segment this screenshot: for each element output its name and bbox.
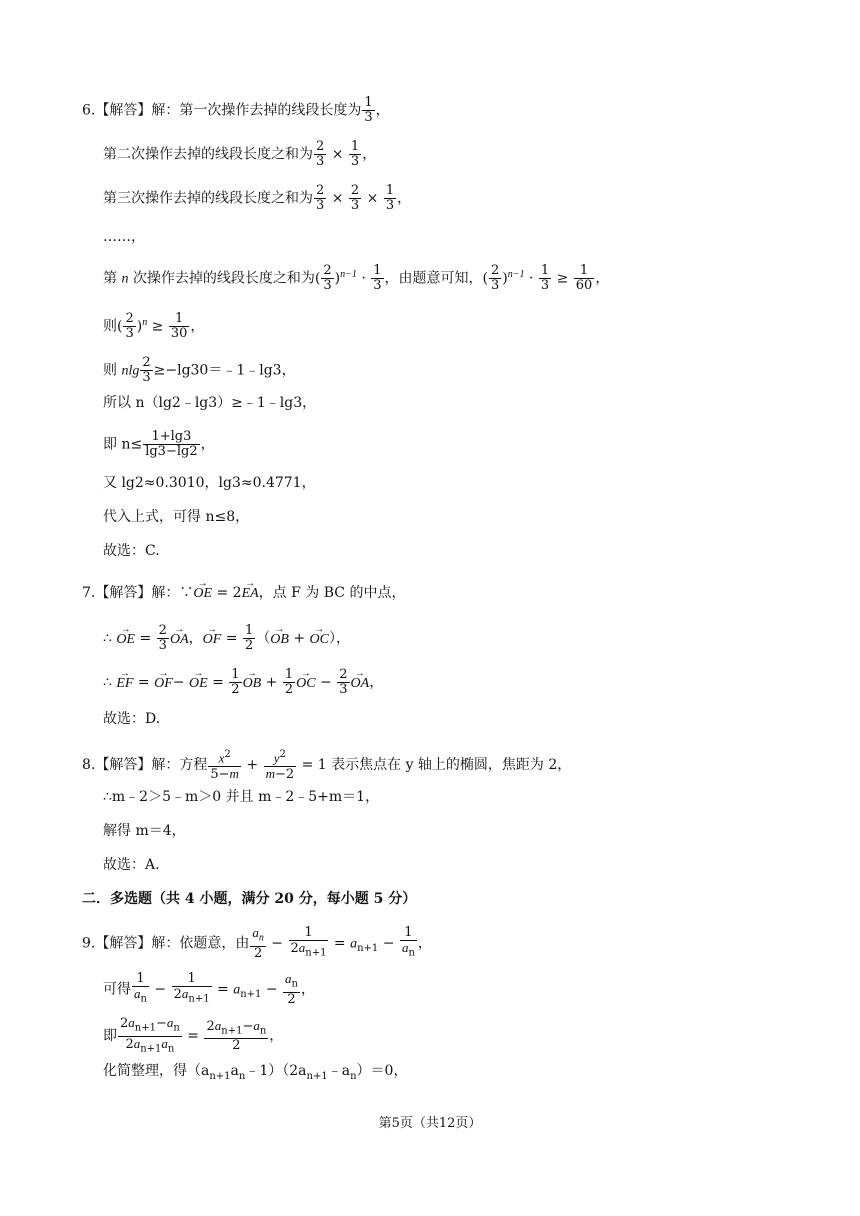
fraction: $\frac{1}{a_n}$ (134, 971, 147, 1005)
q6-line-3: 第三次操作去掉的线段长度之和为 $\frac{2}{3}$ × $\frac{2}{3}$ × $\frac{1}{3}$ ， (103, 183, 412, 213)
fraction: $\frac{1}{2}$ (244, 623, 254, 653)
fraction: $\frac{2a_{n+1}-a_n}{2}$ (206, 1017, 267, 1054)
q6-line-5: 第 n 次操作去掉的线段长度之和为( $\frac{2}{3}$ )$^{n-1}$ · $\frac{1}{3}$ ，由题意可知，( $\frac{2}{3}$ )$^{n-1}$ · $\frac{1}{3}$ ≥ $\frac{1}{60}$ ， (103, 263, 610, 294)
q9-text: 即 (103, 1028, 117, 1045)
fraction: $\frac{2a_{n+1}-a_n}{2a_{n+1}a_n}$ (120, 1015, 180, 1055)
fraction: $\frac{a_n}{2}$ (285, 971, 298, 1007)
q7-line-4: 故选：D. (103, 711, 161, 727)
q9-line-4: 化简整理，得$(a_{n+1}a_n﹣1)(2a_{n+1}﹣a_n)=0$， (103, 1063, 408, 1082)
q7-text: 7.【解答】解：∵ (82, 585, 194, 601)
q6-line-2: 第二次操作去掉的线段长度之和为 $\frac{2}{3}$ × $\frac{1}{3}$ ， (103, 139, 377, 169)
fraction: $\frac{1}{2a_{n+1}}$ (290, 925, 327, 959)
fraction: $\frac{1}{3}$ (364, 95, 373, 125)
q9-text: a (230, 1063, 239, 1079)
fraction: $\frac{2}{3}$ (323, 263, 332, 294)
q6-line-9: 即 n≤ $\frac{1+\lg 3}{\lg 3-\lg 2}$ ， (103, 429, 215, 459)
fraction: $\frac{x^2}{5-m}$ (210, 749, 239, 783)
fraction: $\frac{2}{3}$ (350, 183, 360, 213)
q9-line-3: 即 $\frac{2a_{n+1}-a_n}{2a_{n+1}a_n}$ = $\frac{2a_{n+1}-a_n}{2}$ ， (103, 1015, 284, 1055)
fraction: $\frac{1}{30}$ (170, 311, 188, 342)
fraction: $\frac{1}{a_n}$ (401, 925, 415, 959)
fraction: $\frac{1}{3}$ (540, 263, 550, 294)
q9-text: 可得 (103, 981, 131, 998)
q9-text: 9.【解答】解：依题意，由 (82, 935, 250, 952)
q9-text: ﹣a (327, 1063, 351, 1079)
q6-line-8: 所以 n（lg2﹣lg3）≥﹣1﹣lg3， (103, 395, 317, 411)
q8-text: 8.【解答】解：方程 (82, 757, 208, 774)
q7-line-2: ∴ → OE = $\frac{2}{3}$ → OA，→ OF = $\frac{1}{2}$ （→ OB + → OC）， (103, 624, 350, 653)
q9-text: 化简整理，得（a (103, 1063, 210, 1079)
q6-line-11: 代入上式，可得 n≤8， (103, 509, 250, 525)
q6-text: ≥−lg30＝﹣1﹣lg3， (153, 362, 296, 379)
q6-text: ，由题意可知， (384, 270, 483, 287)
q6-text: 第二次操作去掉的线段长度之和为 (103, 146, 313, 163)
q8-line-2: ∴m﹣2＞5﹣m＞0 并且 m﹣2﹣5+m＝1， (103, 789, 380, 805)
fraction: $\frac{1}{60}$ (575, 263, 593, 294)
q9-text: ﹣1）（2a (245, 1063, 307, 1079)
q8-line-1: 8.【解答】解：方程 $\frac{x^2}{5-m}$ + $\frac{y^2}{m-2}$ = 1 表示焦点在 y 轴上的椭圆，焦距为 2， (82, 749, 572, 783)
q9-text: ）＝0， (356, 1063, 408, 1079)
q6-line-12: 故选：C. (103, 543, 160, 559)
q8-line-3: 解得 m＝4， (103, 823, 186, 839)
fraction: $\frac{2}{3}$ (158, 623, 167, 653)
q6-line-4: ……， (103, 229, 145, 245)
var-n: n (121, 271, 129, 287)
fraction: $\frac{1+\lg 3}{\lg 3-\lg 2}$ (145, 429, 198, 459)
q6-line-10: 又 lg2≈0.3010，lg3≈0.4771， (103, 475, 316, 491)
page-number: 第5页（共12页） (378, 1116, 482, 1131)
fraction: $\frac{2}{3}$ (125, 311, 134, 342)
fraction: $\frac{2}{3}$ (490, 263, 500, 294)
q6-text: 第 (103, 270, 117, 287)
q9-line-2: 可得 $\frac{1}{a_n}$ − $\frac{1}{2a_{n+1}}$ = $a_{n+1}$ − $\frac{a_n}{2}$ ， (103, 971, 315, 1007)
fraction: $\frac{2}{3}$ (339, 667, 348, 697)
q7-line-3: ∴ → EF = → OF− → OE = $\frac{1}{2}$ → OB + $\frac{1}{2}$ → OC − $\frac{2}{3}$ → OA， (103, 668, 383, 697)
fraction: $\frac{1}{3}$ (350, 139, 360, 169)
q6-line-7: 则 nlg $\frac{2}{3}$ ≥−lg30＝﹣1﹣lg3， (103, 355, 296, 385)
fraction: $\frac{a_n}{2}$ (252, 925, 264, 961)
fraction: $\frac{2}{3}$ (316, 139, 325, 169)
q6-text: 次操作去掉的线段长度之和为 (132, 270, 315, 287)
q6-text: 第三次操作去掉的线段长度之和为 (103, 190, 313, 207)
q9-line-1: 9.【解答】解：依题意，由 $\frac{a_n}{2}$ − $\frac{1}{2a_{n+1}}$ = $a_{n+1}$ − $\frac{1}{a_n}$ ， (82, 925, 432, 961)
q6-text: 则 (103, 318, 117, 335)
q6-head: 6.【解答】解：第一次操作去掉的线段长度为 (82, 102, 362, 119)
q7-text: ，点 F 为 BC 的中点， (258, 585, 406, 601)
q6-line-6: 则( $\frac{2}{3}$ )$^n$ ≥ $\frac{1}{30}$ ， (103, 311, 205, 342)
q8-text: = 1 表示焦点在 y 轴上的椭圆，焦距为 2， (301, 757, 572, 774)
fraction: $\frac{1}{3}$ (385, 183, 395, 213)
fraction: $\frac{2}{3}$ (316, 183, 325, 213)
fraction: $\frac{y^2}{m-2}$ (265, 749, 295, 783)
fraction: $\frac{1}{2}$ (231, 667, 240, 697)
fraction: $\frac{1}{3}$ (373, 263, 382, 294)
fraction: $\frac{1}{2a_{n+1}}$ (173, 971, 210, 1005)
section-header: 二．多选题（共 4 小题，满分 20 分，每小题 5 分） (82, 891, 417, 907)
fraction: $\frac{2}{3}$ (142, 355, 151, 385)
q7-line-1: 7.【解答】解：∵→ OE = 2→ EA，点 F 为 BC 的中点， (82, 582, 405, 605)
q6-text: 则 (103, 362, 117, 379)
q6-text: 即 n≤ (103, 436, 143, 453)
q6-line-1: 6.【解答】解：第一次操作去掉的线段长度为 $\frac{1}{3}$ ， (82, 95, 390, 125)
fraction: $\frac{1}{2}$ (284, 667, 294, 697)
q8-line-4: 故选：A. (103, 857, 160, 873)
